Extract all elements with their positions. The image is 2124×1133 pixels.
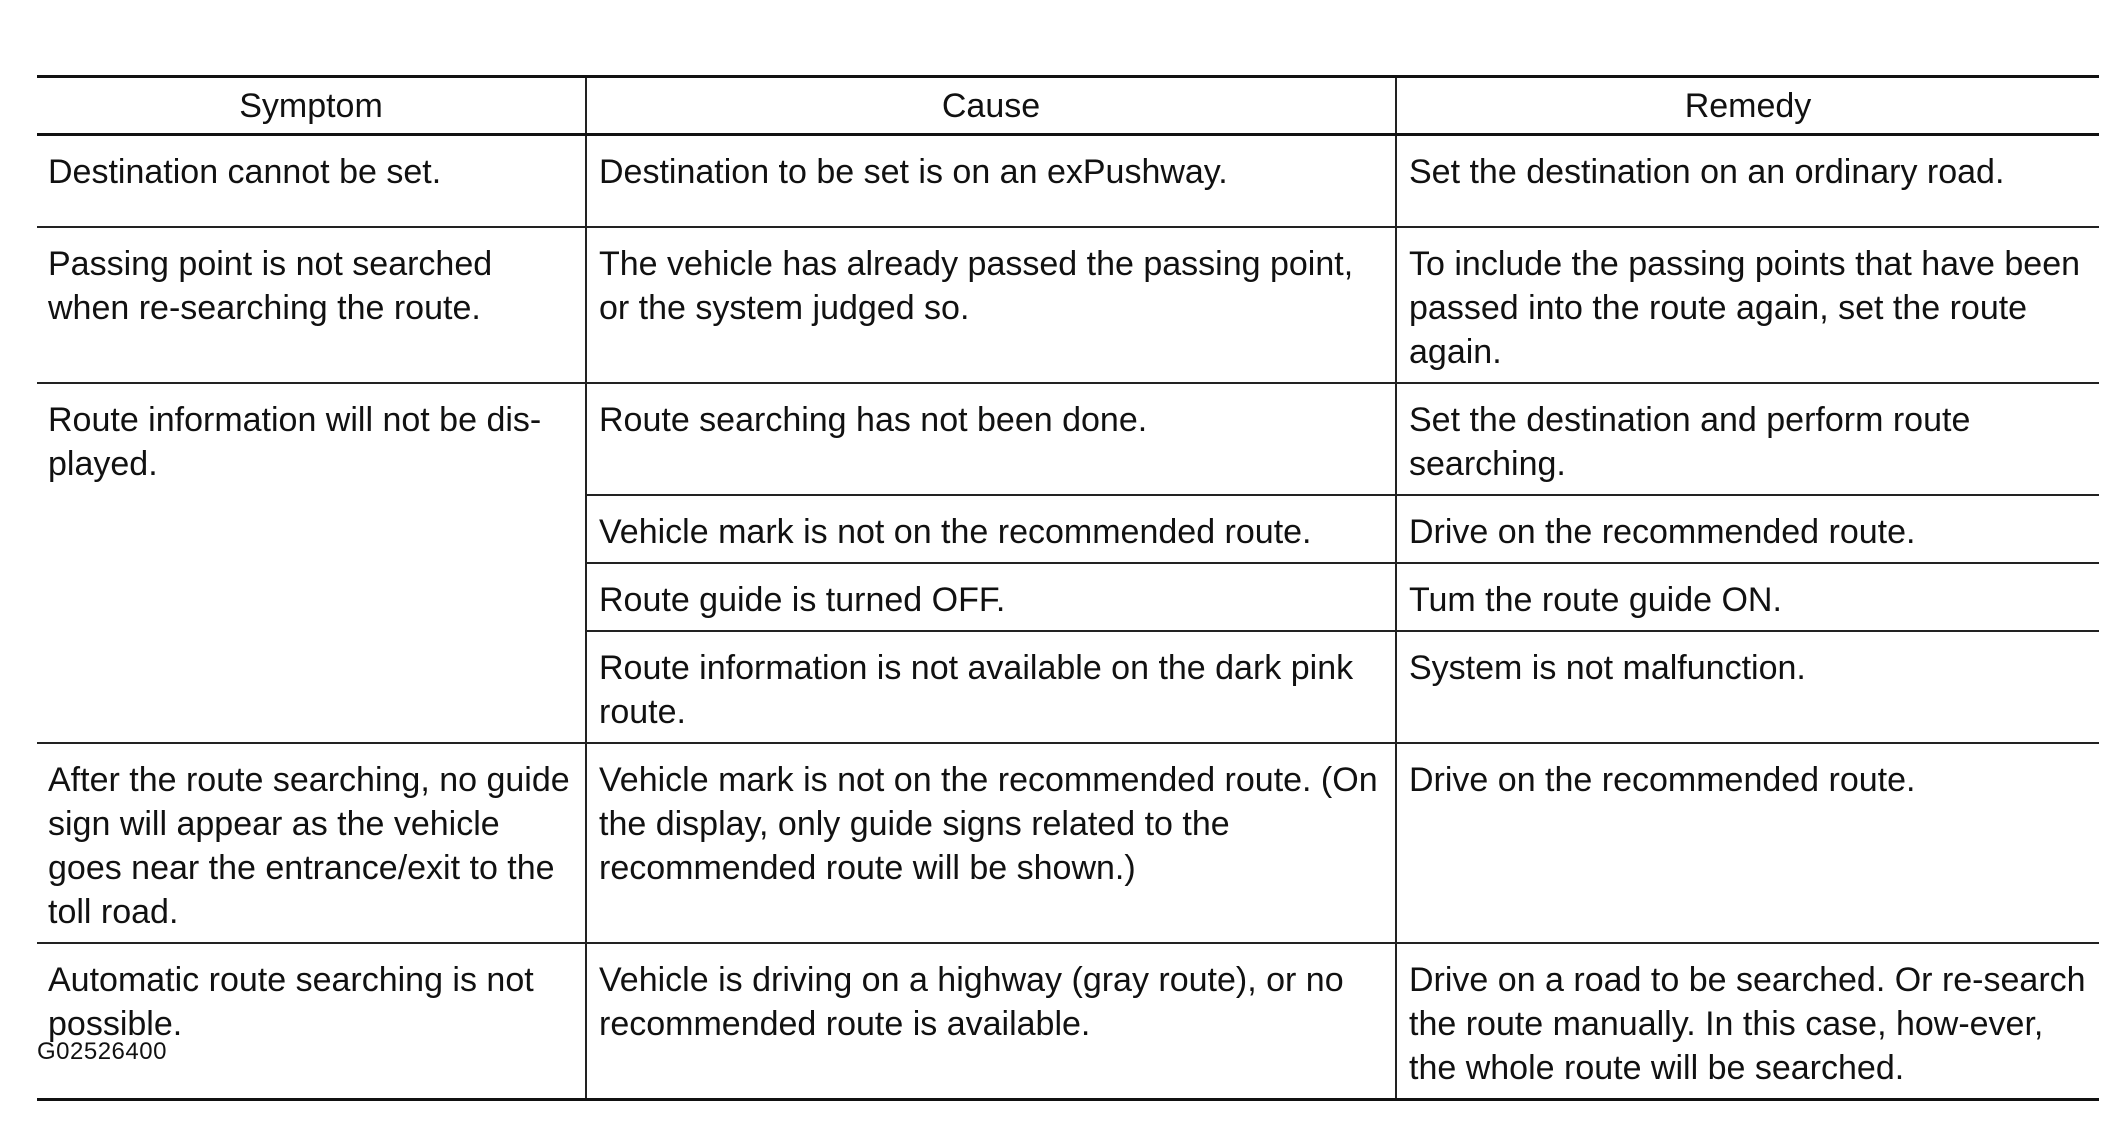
cause-cell: Vehicle mark is not on the recommended route. (On the display, only guide signs related to the recommended route will be shown.) (586, 743, 1396, 943)
header-remedy: Remedy (1396, 77, 2099, 135)
cause-cell: Vehicle mark is not on the recommended route. (586, 495, 1396, 563)
cause-cell: Vehicle is driving on a highway (gray route), or no recommended route is available. (586, 943, 1396, 1100)
symptom-cell: Automatic route searching is not possible. (37, 943, 586, 1100)
remedy-cell: Drive on a road to be searched. Or re-search the route manually. In this case, how-ever, the whole route will be searched. (1396, 943, 2099, 1100)
remedy-cell: Drive on the recommended route. (1396, 495, 2099, 563)
symptom-cell: Destination cannot be set. (37, 135, 586, 227)
symptom-cell: Passing point is not searched when re-searching the route. (37, 227, 586, 383)
table-row (37, 743, 2099, 943)
remedy-cell: System is not malfunction. (1396, 631, 2099, 743)
header-cause: Cause (586, 77, 1396, 135)
symptom-cell: Route information will not be dis-played. (37, 383, 586, 743)
table-row (37, 943, 2099, 1100)
cause-cell: Destination to be set is on an exPushway. (586, 135, 1396, 227)
remedy-cell: Set the destination and perform route searching. (1396, 383, 2099, 495)
remedy-cell: To include the passing points that have been passed into the route again, set the route again. (1396, 227, 2099, 383)
cause-cell: Route searching has not been done. (586, 383, 1396, 495)
table-row (37, 227, 2099, 383)
figure-id: G02526400 (37, 1038, 167, 1065)
cause-cell: Route information is not available on the dark pink route. (586, 631, 1396, 743)
table-row (37, 135, 2099, 227)
cause-cell: Route guide is turned OFF. (586, 563, 1396, 631)
remedy-cell: Set the destination on an ordinary road. (1396, 135, 2099, 227)
header-symptom: Symptom (37, 77, 586, 135)
troubleshooting-table (37, 75, 2099, 1101)
table-row (37, 383, 2099, 495)
remedy-cell: Drive on the recommended route. (1396, 743, 2099, 943)
cause-cell: The vehicle has already passed the passing point, or the system judged so. (586, 227, 1396, 383)
table-header-row (37, 77, 2099, 135)
symptom-cell: After the route searching, no guide sign will appear as the vehicle goes near the entrance/exit to the toll road. (37, 743, 586, 943)
remedy-cell: Tum the route guide ON. (1396, 563, 2099, 631)
